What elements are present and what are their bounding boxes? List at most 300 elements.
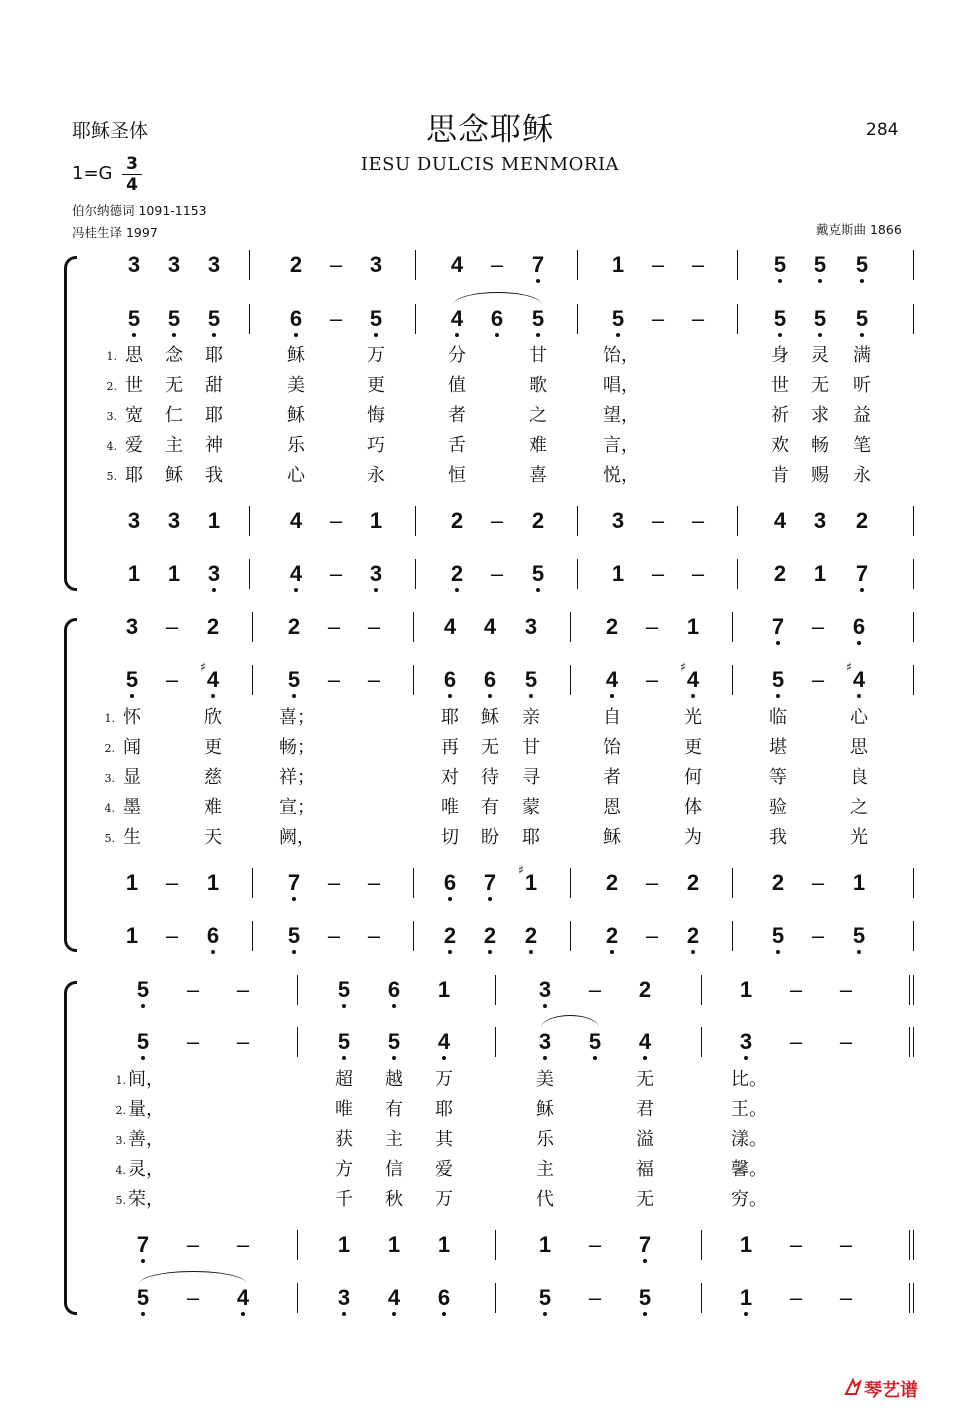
- note: 2: [450, 561, 464, 586]
- lyric-syllable: 甜: [205, 375, 223, 396]
- sustain-dash: –: [651, 561, 665, 586]
- sustain-dash: –: [329, 306, 343, 331]
- note: 7: [483, 870, 497, 895]
- note: 4: [450, 306, 464, 331]
- sustain-dash: –: [691, 306, 705, 331]
- lyric-syllable: 美: [287, 375, 305, 396]
- song-title: 思念耶稣: [426, 112, 554, 148]
- lyric-syllable: 蒙: [522, 797, 540, 818]
- note: 1: [739, 1232, 753, 1257]
- sustain-dash: –: [789, 1232, 803, 1257]
- lyric-syllable: 念: [165, 345, 183, 366]
- note: 5: [855, 252, 869, 277]
- note: 7: [855, 561, 869, 586]
- sustain-dash: –: [645, 614, 659, 639]
- sustain-dash: –: [651, 252, 665, 277]
- note: 6: [483, 667, 497, 692]
- lyric-syllable: 切: [441, 827, 459, 848]
- verse-number: 3.: [106, 410, 117, 423]
- note: 2: [771, 870, 785, 895]
- verse-number: 4.: [115, 1164, 126, 1177]
- sustain-dash: –: [645, 870, 659, 895]
- lyric-syllable: 世: [125, 375, 143, 396]
- lyric-syllable: 越: [385, 1069, 403, 1090]
- sustain-dash: –: [789, 1029, 803, 1054]
- lyric-syllable: 耶: [441, 707, 459, 728]
- note: 1: [611, 252, 625, 277]
- note: 1: [437, 1232, 451, 1257]
- note: 5: [588, 1029, 602, 1054]
- lyric-syllable: 慈: [204, 767, 222, 788]
- lyric-syllable: 良: [850, 767, 868, 788]
- verse-number: 2.: [104, 742, 115, 755]
- note: 1: [206, 870, 220, 895]
- logo-icon: [844, 1378, 862, 1396]
- note: 5: [287, 667, 301, 692]
- lyric-syllable: 有: [385, 1099, 403, 1120]
- note: 6: [490, 306, 504, 331]
- note: 5: [531, 306, 545, 331]
- lyric-syllable: 耶: [205, 345, 223, 366]
- lyric-syllable: 稣: [165, 465, 183, 486]
- lyric-syllable: 荣，: [128, 1189, 164, 1210]
- lyric-syllable: 听: [853, 375, 871, 396]
- lyric-syllable: 稣: [287, 345, 305, 366]
- sustain-dash: –: [691, 561, 705, 586]
- lyric-syllable: 更: [367, 375, 385, 396]
- lyric-syllable: 赐: [811, 465, 829, 486]
- lyric-syllable: 悦，: [603, 465, 639, 486]
- verse-number: 5.: [104, 832, 115, 845]
- lyric-syllable: 望，: [603, 405, 639, 426]
- lyric-syllable: 爱: [435, 1159, 453, 1180]
- lyric-syllable: 漾。: [731, 1129, 767, 1150]
- lyric-syllable: 生: [123, 827, 141, 848]
- composer-credit: 戴克斯曲 1866: [816, 222, 902, 237]
- lyric-syllable: 悔: [367, 405, 385, 426]
- note: 4: [852, 667, 866, 692]
- lyric-syllable: 临: [769, 707, 787, 728]
- sustain-dash: –: [165, 667, 179, 692]
- sustain-dash: –: [588, 1285, 602, 1310]
- lyric-syllable: 无: [165, 375, 183, 396]
- lyric-syllable: 无: [636, 1189, 654, 1210]
- note: 2: [450, 508, 464, 533]
- note: 4: [686, 667, 700, 692]
- sustain-dash: –: [236, 977, 250, 1002]
- note: 2: [773, 561, 787, 586]
- sustain-dash: –: [490, 508, 504, 533]
- lyric-syllable: 阙，: [279, 827, 315, 848]
- sustain-dash: –: [811, 614, 825, 639]
- sharp-sign: ♯: [846, 660, 852, 674]
- note: 7: [287, 870, 301, 895]
- lyric-syllable: 难: [529, 435, 547, 456]
- note: 4: [450, 252, 464, 277]
- lyric-syllable: 溢: [636, 1129, 654, 1150]
- note: 3: [337, 1285, 351, 1310]
- lyric-syllable: 我: [205, 465, 223, 486]
- note: 2: [686, 923, 700, 948]
- note: 4: [437, 1029, 451, 1054]
- sustain-dash: –: [588, 1232, 602, 1257]
- sustain-dash: –: [691, 508, 705, 533]
- note: 3: [369, 252, 383, 277]
- lyric-syllable: 满: [853, 345, 871, 366]
- lyric-syllable: 稣: [287, 405, 305, 426]
- verse-number: 2.: [106, 380, 117, 393]
- lyric-syllable: 光: [684, 707, 702, 728]
- translator-credit: 冯桂生译 1997: [72, 225, 158, 240]
- sustain-dash: –: [691, 252, 705, 277]
- sustain-dash: –: [329, 508, 343, 533]
- lyric-syllable: 万: [435, 1069, 453, 1090]
- sustain-dash: –: [839, 1232, 853, 1257]
- note: 5: [611, 306, 625, 331]
- note: 2: [443, 923, 457, 948]
- note: 5: [136, 977, 150, 1002]
- lyric-syllable: 怀: [123, 707, 141, 728]
- lyric-syllable: 显: [123, 767, 141, 788]
- lyric-syllable: 唱，: [603, 375, 639, 396]
- lyric-syllable: 乐: [536, 1129, 554, 1150]
- note: 3: [125, 614, 139, 639]
- note: 1: [125, 923, 139, 948]
- note: 5: [387, 1029, 401, 1054]
- sustain-dash: –: [236, 1232, 250, 1257]
- lyric-syllable: 唯: [335, 1099, 353, 1120]
- lyric-syllable: 永: [367, 465, 385, 486]
- note: 3: [207, 252, 221, 277]
- lyric-syllable: 稣: [603, 827, 621, 848]
- note: 2: [531, 508, 545, 533]
- verse-number: 1.: [106, 350, 117, 363]
- lyric-syllable: 代: [536, 1189, 554, 1210]
- lyric-syllable: 获: [335, 1129, 353, 1150]
- sustain-dash: –: [811, 667, 825, 692]
- note: 3: [167, 508, 181, 533]
- lyric-syllable: 无: [811, 375, 829, 396]
- lyric-syllable: 求: [811, 405, 829, 426]
- lyric-syllable: 喜；: [279, 707, 315, 728]
- verse-number: 4.: [106, 440, 117, 453]
- note: 2: [524, 923, 538, 948]
- verse-number: 5.: [115, 1194, 126, 1207]
- sharp-sign: ♯: [518, 863, 524, 877]
- lyric-syllable: 信: [385, 1159, 403, 1180]
- note: 2: [605, 923, 619, 948]
- note: 1: [437, 977, 451, 1002]
- sustain-dash: –: [367, 614, 381, 639]
- note: 1: [207, 508, 221, 533]
- lyric-syllable: 更: [204, 737, 222, 758]
- note: 2: [686, 870, 700, 895]
- note: 7: [136, 1232, 150, 1257]
- lyric-syllable: 饴，: [603, 345, 639, 366]
- note: 4: [605, 667, 619, 692]
- note: 5: [369, 306, 383, 331]
- sustain-dash: –: [165, 923, 179, 948]
- note: 3: [207, 561, 221, 586]
- lyric-syllable: 有: [481, 797, 499, 818]
- sustain-dash: –: [327, 614, 341, 639]
- lyric-syllable: 难: [204, 797, 222, 818]
- note: 3: [167, 252, 181, 277]
- lyric-syllable: 值: [448, 375, 466, 396]
- sustain-dash: –: [367, 923, 381, 948]
- note: 1: [369, 508, 383, 533]
- sustain-dash: –: [329, 561, 343, 586]
- verse-number: 3.: [115, 1134, 126, 1147]
- note: 2: [605, 870, 619, 895]
- note: 6: [437, 1285, 451, 1310]
- lyric-syllable: 主: [165, 435, 183, 456]
- note: 5: [773, 252, 787, 277]
- note: 3: [369, 561, 383, 586]
- sustain-dash: –: [367, 870, 381, 895]
- note: 2: [605, 614, 619, 639]
- lyric-syllable: 之: [850, 797, 868, 818]
- sustain-dash: –: [327, 923, 341, 948]
- lyric-syllable: 思: [850, 737, 868, 758]
- note: 5: [287, 923, 301, 948]
- lyric-syllable: 舌: [448, 435, 466, 456]
- sustain-dash: –: [645, 923, 659, 948]
- note: 1: [167, 561, 181, 586]
- lyric-syllable: 秋: [385, 1189, 403, 1210]
- note: 2: [206, 614, 220, 639]
- lyric-syllable: 福: [636, 1159, 654, 1180]
- lyric-syllable: 对: [441, 767, 459, 788]
- words-credit: 伯尔纳德词 1091-1153: [72, 203, 207, 218]
- lyric-syllable: 唯: [441, 797, 459, 818]
- note: 3: [127, 252, 141, 277]
- sharp-sign: ♯: [200, 660, 206, 674]
- lyric-syllable: 永: [853, 465, 871, 486]
- lyric-syllable: 巧: [367, 435, 385, 456]
- lyric-syllable: 等: [769, 767, 787, 788]
- lyric-syllable: 饴: [603, 737, 621, 758]
- verse-number: 1.: [104, 712, 115, 725]
- note: 5: [773, 306, 787, 331]
- verse-number: 5.: [106, 470, 117, 483]
- sustain-dash: –: [789, 1285, 803, 1310]
- lyric-syllable: 欢: [771, 435, 789, 456]
- lyric-syllable: 天: [204, 827, 222, 848]
- note: 5: [852, 923, 866, 948]
- sustain-dash: –: [839, 1029, 853, 1054]
- note: 5: [207, 306, 221, 331]
- note: 5: [538, 1285, 552, 1310]
- lyric-syllable: 更: [684, 737, 702, 758]
- lyric-syllable: 何: [684, 767, 702, 788]
- note: 3: [739, 1029, 753, 1054]
- note: 4: [387, 1285, 401, 1310]
- lyric-syllable: 万: [435, 1189, 453, 1210]
- sharp-sign: ♯: [680, 660, 686, 674]
- note: 2: [638, 977, 652, 1002]
- note: 1: [852, 870, 866, 895]
- lyric-syllable: 善，: [128, 1129, 164, 1150]
- lyric-syllable: 心: [287, 465, 305, 486]
- note: 3: [524, 614, 538, 639]
- lyric-syllable: 神: [205, 435, 223, 456]
- note: 5: [337, 1029, 351, 1054]
- note: 5: [813, 252, 827, 277]
- hymnal-section: 耶稣圣体: [72, 120, 149, 142]
- verse-number: 4.: [104, 802, 115, 815]
- note: 5: [855, 306, 869, 331]
- lyric-syllable: 世: [771, 375, 789, 396]
- lyric-syllable: 美: [536, 1069, 554, 1090]
- lyric-syllable: 畅: [811, 435, 829, 456]
- note: 1: [686, 614, 700, 639]
- note: 4: [206, 667, 220, 692]
- time-signature-top: 3: [126, 154, 138, 174]
- note: 4: [236, 1285, 250, 1310]
- lyric-syllable: 我: [769, 827, 787, 848]
- note: 7: [771, 614, 785, 639]
- note: 4: [289, 561, 303, 586]
- note: 1: [538, 1232, 552, 1257]
- lyric-syllable: 耶: [125, 465, 143, 486]
- lyric-syllable: 量，: [128, 1099, 164, 1120]
- lyric-syllable: 为: [684, 827, 702, 848]
- note: 1: [611, 561, 625, 586]
- lyric-syllable: 身: [771, 345, 789, 366]
- lyric-syllable: 千: [335, 1189, 353, 1210]
- lyric-syllable: 爱: [125, 435, 143, 456]
- sustain-dash: –: [588, 977, 602, 1002]
- note: 5: [638, 1285, 652, 1310]
- verse-number: 1.: [115, 1074, 126, 1087]
- lyric-syllable: 超: [335, 1069, 353, 1090]
- lyric-syllable: 主: [385, 1129, 403, 1150]
- sustain-dash: –: [186, 1029, 200, 1054]
- note: 5: [771, 923, 785, 948]
- lyric-syllable: 欣: [204, 707, 222, 728]
- note: 5: [125, 667, 139, 692]
- note: 5: [136, 1029, 150, 1054]
- note: 1: [337, 1232, 351, 1257]
- note: 4: [483, 614, 497, 639]
- lyric-syllable: 肯: [771, 465, 789, 486]
- note: 3: [813, 508, 827, 533]
- lyric-syllable: 光: [850, 827, 868, 848]
- lyric-syllable: 寻: [522, 767, 540, 788]
- sustain-dash: –: [327, 870, 341, 895]
- note: 4: [443, 614, 457, 639]
- lyric-syllable: 墨: [123, 797, 141, 818]
- lyric-syllable: 畅；: [279, 737, 315, 758]
- lyric-syllable: 歌: [529, 375, 547, 396]
- note: 1: [739, 977, 753, 1002]
- lyric-syllable: 待: [481, 767, 499, 788]
- lyric-syllable: 比。: [731, 1069, 767, 1090]
- lyric-syllable: 灵: [811, 345, 829, 366]
- sustain-dash: –: [789, 977, 803, 1002]
- lyric-syllable: 者: [603, 767, 621, 788]
- note: 6: [852, 614, 866, 639]
- sustain-dash: –: [490, 252, 504, 277]
- site-logo: 琴艺谱: [864, 1380, 918, 1401]
- lyric-syllable: 恒: [448, 465, 466, 486]
- lyric-syllable: 君: [636, 1099, 654, 1120]
- note: 5: [337, 977, 351, 1002]
- key-signature: 1=G: [72, 163, 113, 184]
- sustain-dash: –: [490, 561, 504, 586]
- sustain-dash: –: [367, 667, 381, 692]
- lyric-syllable: 再: [441, 737, 459, 758]
- lyric-syllable: 主: [536, 1159, 554, 1180]
- lyric-syllable: 思: [125, 345, 143, 366]
- lyric-syllable: 耶: [435, 1099, 453, 1120]
- note: 3: [127, 508, 141, 533]
- note: 6: [289, 306, 303, 331]
- lyric-syllable: 王。: [731, 1099, 767, 1120]
- note: 6: [206, 923, 220, 948]
- note: 4: [289, 508, 303, 533]
- note: 5: [524, 667, 538, 692]
- lyric-syllable: 笔: [853, 435, 871, 456]
- verse-number: 2.: [115, 1104, 126, 1117]
- lyric-syllable: 宣；: [279, 797, 315, 818]
- lyric-syllable: 言，: [603, 435, 639, 456]
- lyric-syllable: 方: [335, 1159, 353, 1180]
- note: 3: [611, 508, 625, 533]
- sustain-dash: –: [165, 870, 179, 895]
- lyric-syllable: 验: [769, 797, 787, 818]
- sustain-dash: –: [329, 252, 343, 277]
- note: 1: [524, 870, 538, 895]
- note: 2: [289, 252, 303, 277]
- note: 7: [531, 252, 545, 277]
- note: 6: [387, 977, 401, 1002]
- time-signature-bottom: 4: [126, 175, 138, 195]
- note: 2: [483, 923, 497, 948]
- lyric-syllable: 亲: [522, 707, 540, 728]
- lyric-syllable: 益: [853, 405, 871, 426]
- sustain-dash: –: [811, 870, 825, 895]
- song-subtitle: IESU DULCIS MENMORIA: [360, 154, 620, 175]
- note: 1: [813, 561, 827, 586]
- lyric-syllable: 盼: [481, 827, 499, 848]
- note: 1: [125, 870, 139, 895]
- lyric-syllable: 之: [529, 405, 547, 426]
- lyric-syllable: 耶: [205, 405, 223, 426]
- lyric-syllable: 其: [435, 1129, 453, 1150]
- note: 5: [813, 306, 827, 331]
- lyric-syllable: 喜: [529, 465, 547, 486]
- lyric-syllable: 分: [448, 345, 466, 366]
- note: 2: [855, 508, 869, 533]
- note: 4: [773, 508, 787, 533]
- sustain-dash: –: [839, 1285, 853, 1310]
- lyric-syllable: 馨。: [731, 1159, 767, 1180]
- sustain-dash: –: [645, 667, 659, 692]
- sustain-dash: –: [839, 977, 853, 1002]
- lyric-syllable: 乐: [287, 435, 305, 456]
- lyric-syllable: 闻: [123, 737, 141, 758]
- note: 1: [387, 1232, 401, 1257]
- lyric-syllable: 穷。: [731, 1189, 767, 1210]
- sustain-dash: –: [186, 977, 200, 1002]
- note: 6: [443, 667, 457, 692]
- lyric-syllable: 祥；: [279, 767, 315, 788]
- lyric-syllable: 祈: [771, 405, 789, 426]
- note: 2: [287, 614, 301, 639]
- sustain-dash: –: [327, 667, 341, 692]
